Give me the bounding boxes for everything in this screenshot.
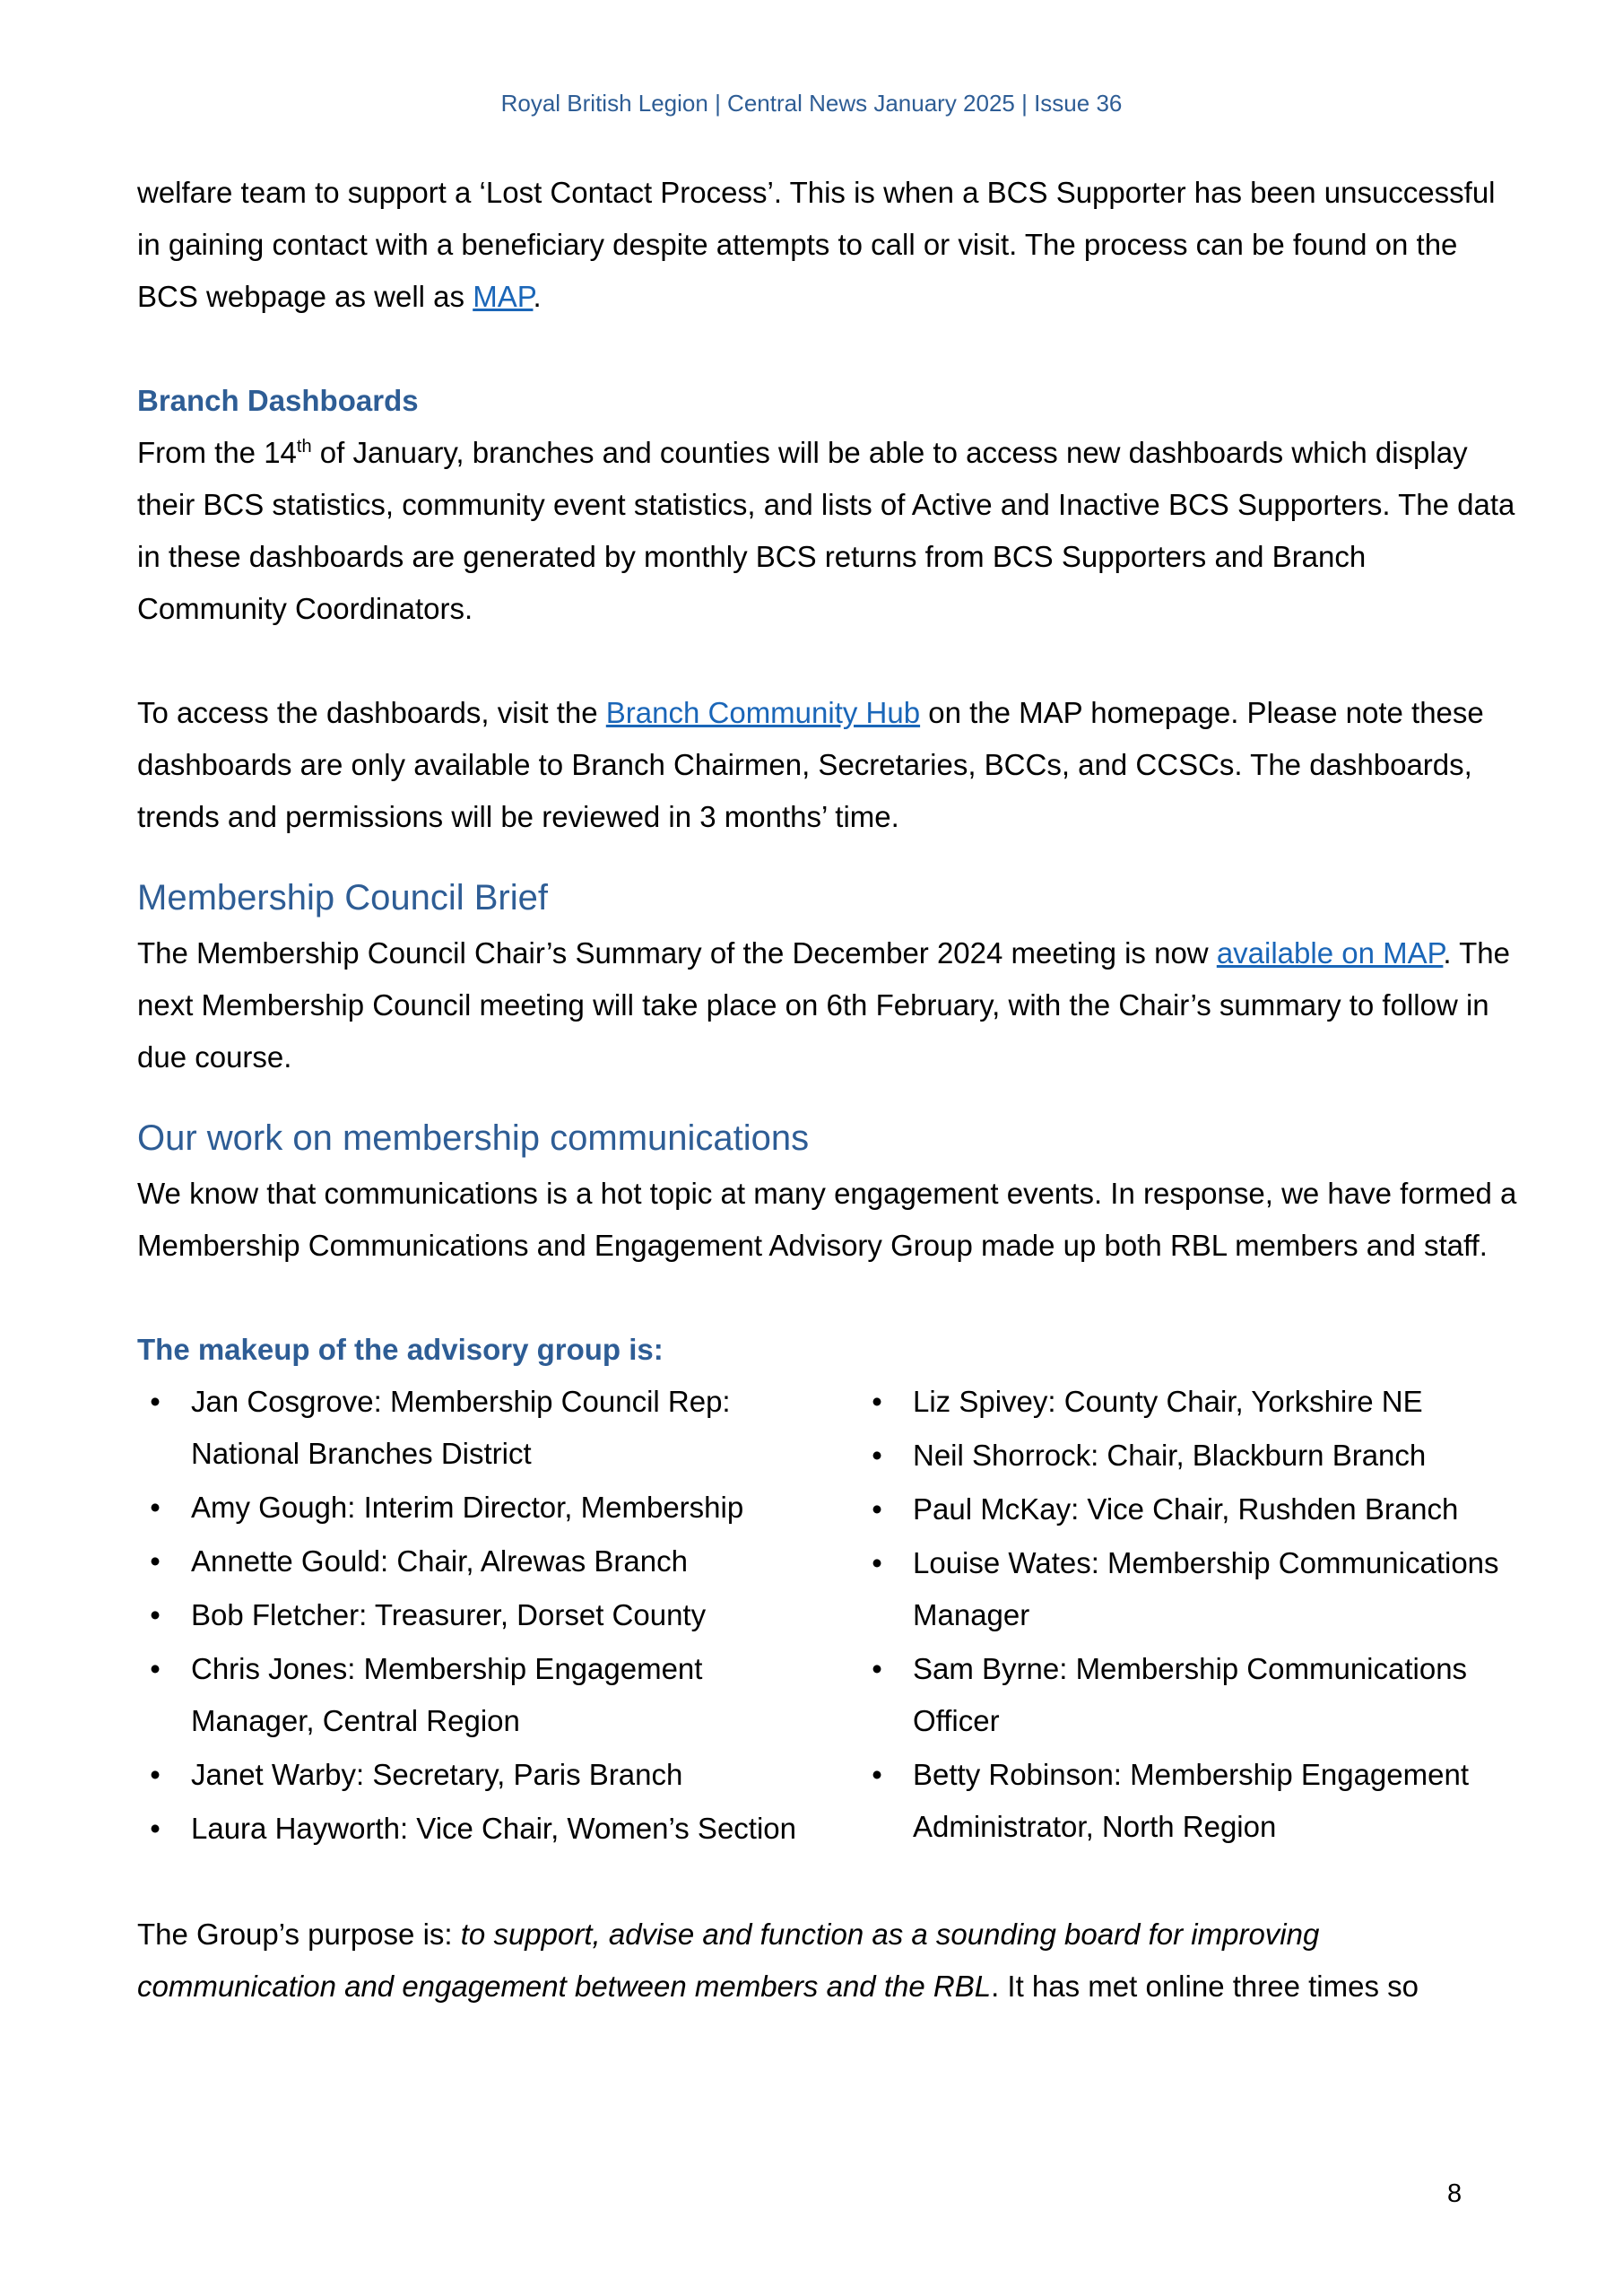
- bullet-icon: •: [150, 1598, 161, 1631]
- intro-text-end: .: [533, 280, 542, 313]
- bullet-icon: •: [150, 1758, 161, 1791]
- list-item: [137, 1535, 819, 1587]
- list-item: [137, 1589, 819, 1641]
- map-link[interactable]: MAP: [473, 280, 534, 313]
- list-item: [859, 1537, 1518, 1641]
- branch-dashboards-subheading: Branch Dashboards: [137, 384, 419, 417]
- branch-dashboards-paragraph-2: [137, 687, 1518, 843]
- list-item: [137, 1803, 819, 1855]
- dashboards-access-text: To access the dashboards, visit the: [137, 696, 606, 729]
- purpose-prefix: The Group’s purpose is:: [137, 1918, 461, 1951]
- list-item: [859, 1430, 1518, 1482]
- council-text: The Membership Council Chair’s Summary of the December 2024 meeting is now: [137, 936, 1217, 970]
- member-entry: Liz Spivey: County Chair, Yorkshire NE: [913, 1385, 1423, 1418]
- purpose-suffix: . It has met online three times so: [991, 1970, 1419, 2003]
- bullet-icon: •: [150, 1544, 161, 1578]
- membership-council-paragraph: [137, 927, 1518, 1083]
- advisory-group-subheading: The makeup of the advisory group is:: [137, 1333, 664, 1366]
- advisory-group-columns: [137, 1376, 1518, 1857]
- bullet-icon: •: [872, 1439, 882, 1472]
- page-content: [137, 167, 1518, 2013]
- list-item: [137, 1482, 819, 1534]
- member-entry: Janet Warby: Secretary, Paris Branch: [191, 1758, 683, 1791]
- advisory-group-right-column: [859, 1376, 1518, 1857]
- spacer: [137, 635, 1518, 687]
- bullet-icon: •: [872, 1652, 882, 1685]
- communications-paragraph: We know that communications is a hot topic at many engagement events. In response, we have formed a Membership Communications and Engagement Advisory Group made up both RBL members and staff.: [137, 1177, 1517, 1262]
- member-entry: Laura Hayworth: Vice Chair, Women’s Section: [191, 1812, 797, 1845]
- spacer: [137, 323, 1518, 375]
- dashboards-text-start: From the 14: [137, 436, 297, 469]
- bullet-icon: •: [150, 1652, 161, 1685]
- intro-text: welfare team to support a ‘Lost Contact Process’. This is when a BCS Supporter has been unsuccessful in gaining contact with a beneficiary despite attempts to call or visit. The process can be found on the BCS webpage as well as: [137, 176, 1496, 313]
- member-entry: Louise Wates: Membership Communications Manager: [913, 1546, 1499, 1631]
- list-item: [137, 1643, 819, 1747]
- advisory-group-left-column: [137, 1376, 859, 1857]
- ordinal-suffix: th: [296, 437, 312, 457]
- communications-heading: Our work on membership communications: [137, 1118, 810, 1158]
- group-purpose-paragraph: [137, 1909, 1518, 2013]
- bullet-icon: •: [150, 1385, 161, 1418]
- list-item: [859, 1749, 1518, 1853]
- bullet-icon: •: [872, 1385, 882, 1418]
- bullet-icon: •: [150, 1491, 161, 1524]
- list-item: [859, 1376, 1518, 1428]
- bullet-icon: •: [872, 1492, 882, 1526]
- member-entry: Paul McKay: Vice Chair, Rushden Branch: [913, 1492, 1459, 1526]
- member-entry: Jan Cosgrove: Membership Council Rep: National Branches District: [191, 1385, 731, 1470]
- member-entry: Neil Shorrock: Chair, Blackburn Branch: [913, 1439, 1427, 1472]
- intro-paragraph: [137, 167, 1518, 323]
- branch-community-hub-link[interactable]: Branch Community Hub: [605, 696, 921, 729]
- spacer: [137, 1857, 1518, 1909]
- bullet-icon: •: [872, 1758, 882, 1791]
- bullet-icon: •: [872, 1546, 882, 1579]
- available-on-map-link[interactable]: available on MAP: [1216, 936, 1444, 970]
- dashboards-access-text-end: on the MAP homepage. Please note these dashboards are only available to Branch Chairmen, Secretaries, BCCs, and CCSCs. The dashboards, trends and permissions will be reviewed in 3 months’ time.: [137, 696, 1484, 833]
- spacer: [137, 1083, 1518, 1116]
- page-number: 8: [1447, 2179, 1462, 2208]
- membership-council-heading: Membership Council Brief: [137, 878, 548, 918]
- list-item: [859, 1483, 1518, 1535]
- council-text-end: . The next Membership Council meeting will take place on 6th February, with the Chair’s summary to follow in due course.: [137, 936, 1510, 1074]
- purpose-statement: to support, advise and function as a sounding board for improving communication and engagement between members and the RBL: [137, 1918, 1320, 2003]
- list-item: [137, 1376, 819, 1480]
- member-entry: Betty Robinson: Membership Engagement Administrator, North Region: [913, 1758, 1470, 1843]
- member-entry: Amy Gough: Interim Director, Membership: [191, 1491, 744, 1524]
- member-entry: Chris Jones: Membership Engagement Manager, Central Region: [191, 1652, 703, 1737]
- bullet-icon: •: [150, 1812, 161, 1845]
- spacer: [137, 843, 1518, 875]
- running-header: Royal British Legion | Central News January 2025 | Issue 36: [500, 90, 1123, 117]
- advisory-group-list-left: [137, 1376, 859, 1855]
- list-item: [859, 1643, 1518, 1747]
- member-entry: Bob Fletcher: Treasurer, Dorset County: [191, 1598, 707, 1631]
- member-entry: Annette Gould: Chair, Alrewas Branch: [191, 1544, 688, 1578]
- advisory-group-list-right: [859, 1376, 1518, 1853]
- list-item: [137, 1749, 819, 1801]
- branch-dashboards-paragraph-1: [137, 427, 1518, 635]
- member-entry: Sam Byrne: Membership Communications Officer: [913, 1652, 1468, 1737]
- dashboards-text-rest: of January, branches and counties will be able to access new dashboards which display their BCS statistics, community event statistics, and lists of Active and Inactive BCS Supporters. The data in these dashboards are generated by monthly BCS returns from BCS Supporters and Branch Community Coordinators.: [137, 436, 1515, 625]
- spacer: [137, 1272, 1518, 1324]
